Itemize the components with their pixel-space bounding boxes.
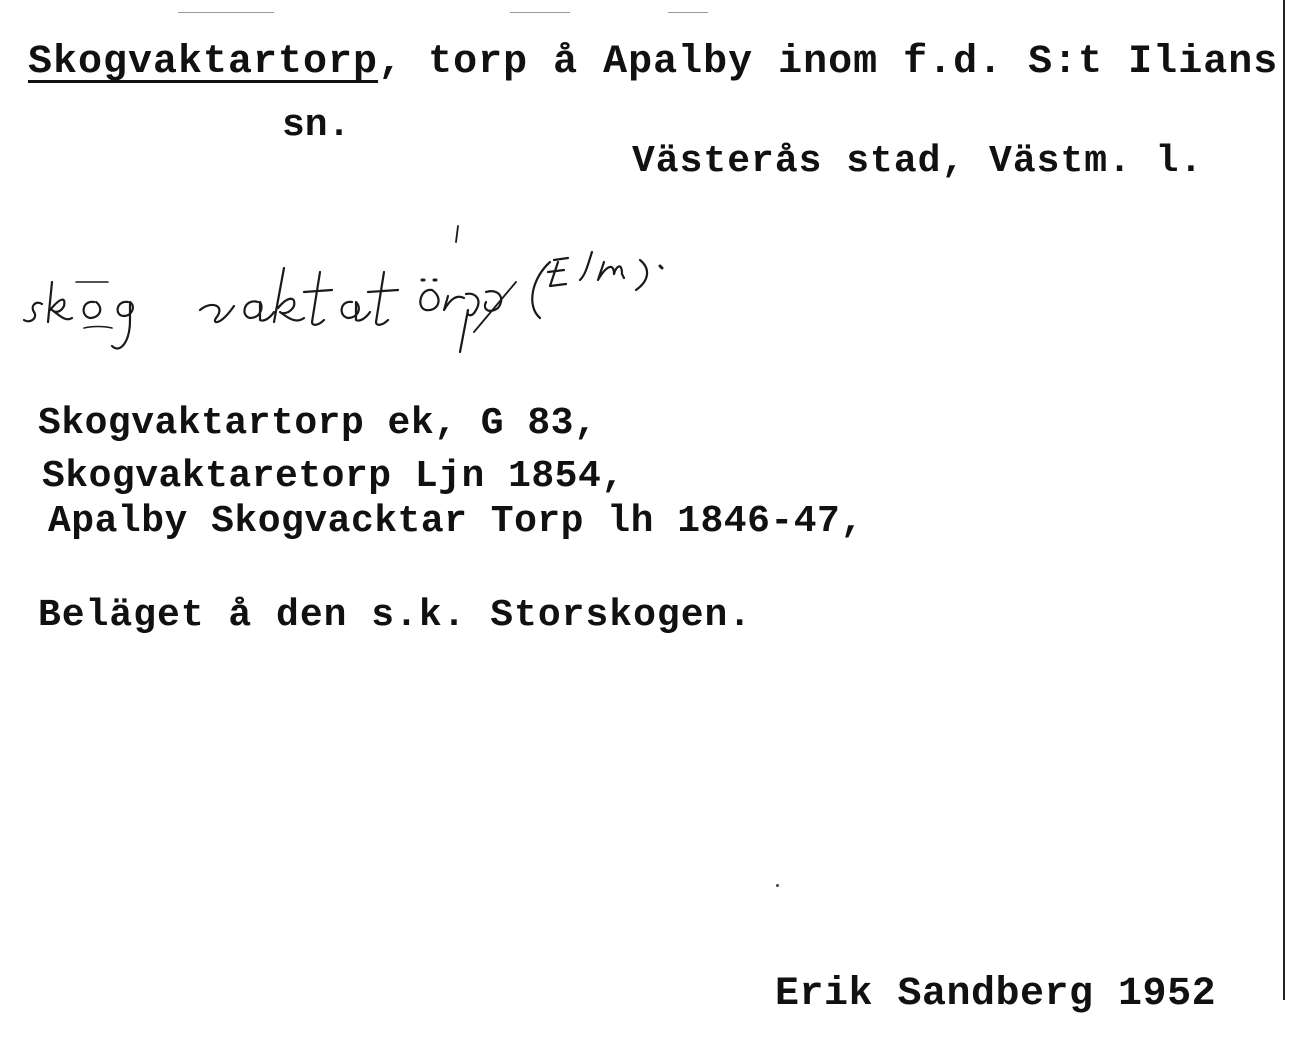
headline-text: , torp å Apalby inom f.d. S:t Ilians (378, 40, 1279, 85)
scan-speck (776, 884, 779, 887)
signature: Erik Sandberg 1952 (775, 972, 1217, 1017)
source-line: Apalby Skogvacktar Torp lh 1846-47, (48, 500, 864, 543)
card-edge-line (1283, 0, 1285, 1000)
scan-artifact-dash (668, 12, 708, 13)
handwritten-pronunciation (20, 222, 860, 372)
headline-continuation: sn. (282, 104, 351, 147)
scan-artifact-dash (178, 12, 274, 13)
location-text: Västerås stad, Västm. l. (632, 140, 1204, 183)
source-line: Skogvaktartorp ek, G 83, (38, 402, 598, 445)
scan-artifact-dash (510, 12, 570, 13)
source-line: Skogvaktaretorp Ljn 1854, (42, 455, 625, 498)
location-note: Beläget å den s.k. Storskogen. (38, 594, 753, 637)
headline (28, 40, 1278, 85)
headword: Skogvaktartorp (28, 40, 379, 85)
